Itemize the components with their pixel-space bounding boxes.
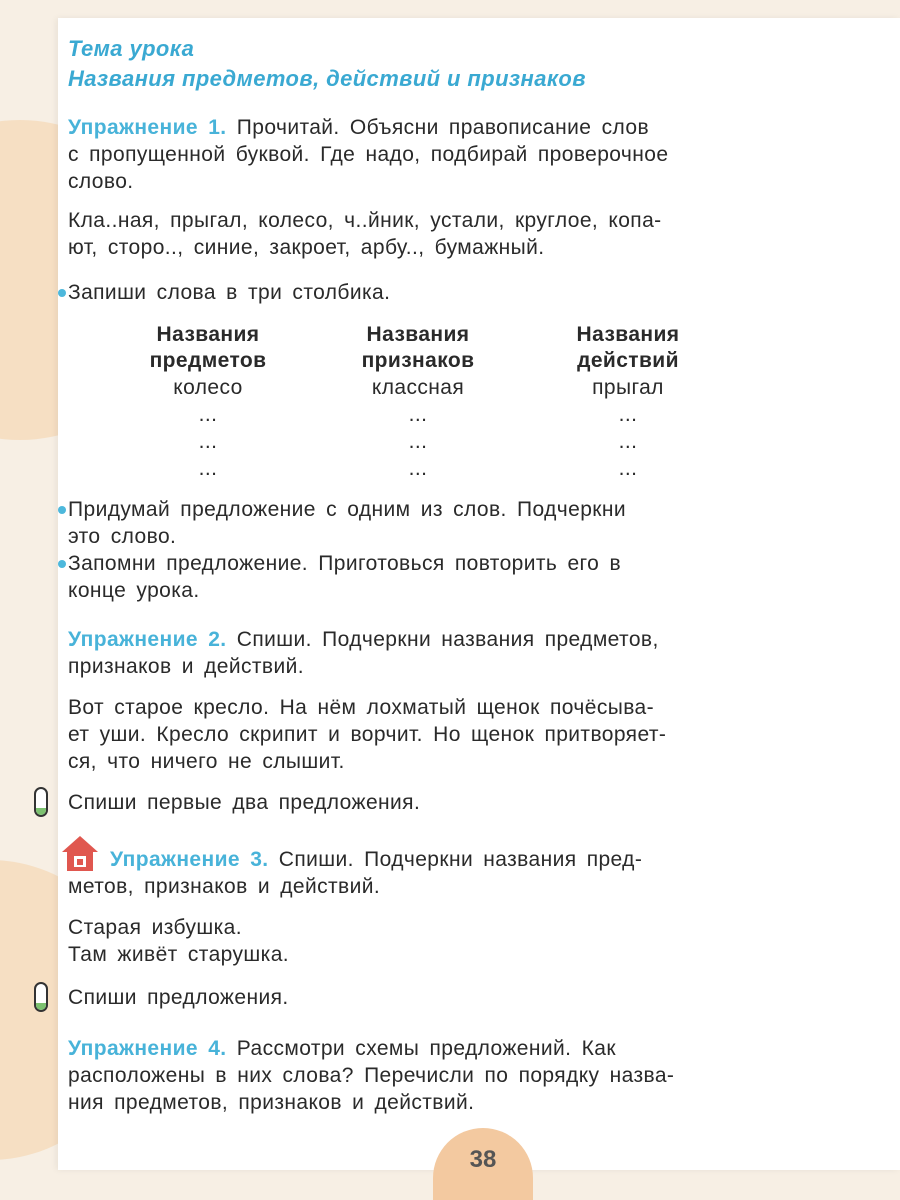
pencil-icon [34,787,48,817]
column-cell: ... [198,457,218,480]
writing-task [68,984,816,1011]
column-cell: прыгал [592,376,664,399]
home-task-icon [60,834,100,874]
exercise-2-text [68,694,816,775]
writing-task [68,789,816,816]
exercise-2-label: Упражнение 2. [68,628,227,651]
exercise-4-task-line2: расположены в них слова? Перечисли по порядку назва- [68,1064,675,1087]
column-head: Названия [366,323,470,346]
column-attributes [328,322,508,482]
bullet-item [68,550,816,604]
bullet-item [68,496,816,550]
pencil-icon [34,982,48,1012]
exercise-1-task-line1: Прочитай. Объясни правописание слов [236,116,650,139]
exercise-3-label: Упражнение 3. [110,848,269,871]
column-cell: колесо [173,376,243,399]
exercise-1-words [68,207,816,261]
exercise-2-task-line2: признаков и действий. [68,655,304,678]
exercise-2-task-line1: Спиши. Подчеркни названия предметов, [236,628,659,651]
bullet-dot-icon [58,289,66,297]
column-head: действий [577,349,679,372]
exercise-4-task [68,1035,816,1062]
text-line: Там живёт старушка. [68,943,290,966]
column-cell: ... [618,430,638,453]
bullet-text: конце урока. [68,579,200,602]
column-cell: классная [371,376,465,399]
exercise-4-task-line1: Рассмотри схемы предложений. Как [236,1037,616,1060]
exercise-4-label: Упражнение 4. [68,1037,227,1060]
bullet-dot-icon [58,506,66,514]
exercise-3-text [68,914,816,968]
words-line2: ют, сторо.., синие, закроет, арбу.., бумажный. [68,236,545,259]
bullet-text: Запиши слова в три столбика. [68,281,391,304]
exercise-4 [68,1035,816,1116]
column-cell: ... [408,403,428,426]
column-cell: ... [618,403,638,426]
exercise-4-task-line3: ния предметов, признаков и действий. [68,1091,475,1114]
bullet-dot-icon [58,560,66,568]
page-content [68,34,816,1116]
column-head: предметов [149,349,267,372]
exercise-1-label: Упражнение 1. [68,116,227,139]
exercise-2-task [68,626,816,653]
bullet-text: Запомни предложение. Приготовься повторить его в [68,552,622,575]
exercise-1-task-line3: слово. [68,170,134,193]
exercise-3 [68,846,816,1011]
column-objects [118,322,298,482]
writing-task-text: Спиши первые два предложения. [68,791,421,814]
column-cell: ... [198,403,218,426]
exercise-2 [68,626,816,816]
column-head: признаков [361,349,475,372]
bullet-item [68,279,816,306]
column-cell: ... [408,430,428,453]
exercise-3-task-line1: Спиши. Подчеркни названия пред- [278,848,643,871]
bullet-text: Придумай предложение с одним из слов. Подчеркни [68,498,626,521]
exercise-1-task-line2: с пропущенной буквой. Где надо, подбирай проверочное [68,143,669,166]
column-cell: ... [618,457,638,480]
text-line: ся, что ничего не слышит. [68,750,345,773]
column-actions [538,322,718,482]
exercise-3-task [68,846,816,873]
three-column-table [118,322,718,482]
column-cell: ... [408,457,428,480]
topic-label: Тема урока [68,36,195,61]
column-cell: ... [198,430,218,453]
text-line: Вот старое кресло. На нём лохматый щенок почёсыва- [68,696,655,719]
bullet-text: это слово. [68,525,177,548]
text-line: ет уши. Кресло скрипит и ворчит. Но щенок притворяет- [68,723,667,746]
exercise-3-task-line2: метов, признаков и действий. [68,875,381,898]
column-head: Названия [576,323,680,346]
page-number: 38 [433,1128,533,1200]
text-line: Старая избушка. [68,916,242,939]
column-head: Названия [156,323,260,346]
words-line1: Кла..ная, прыгал, колесо, ч..йник, устали, круглое, копа- [68,209,662,232]
writing-task-text: Спиши предложения. [68,986,289,1009]
exercise-1-task [68,114,816,141]
topic-title: Названия предметов, действий и признаков [68,66,586,91]
exercise-1 [68,114,816,604]
